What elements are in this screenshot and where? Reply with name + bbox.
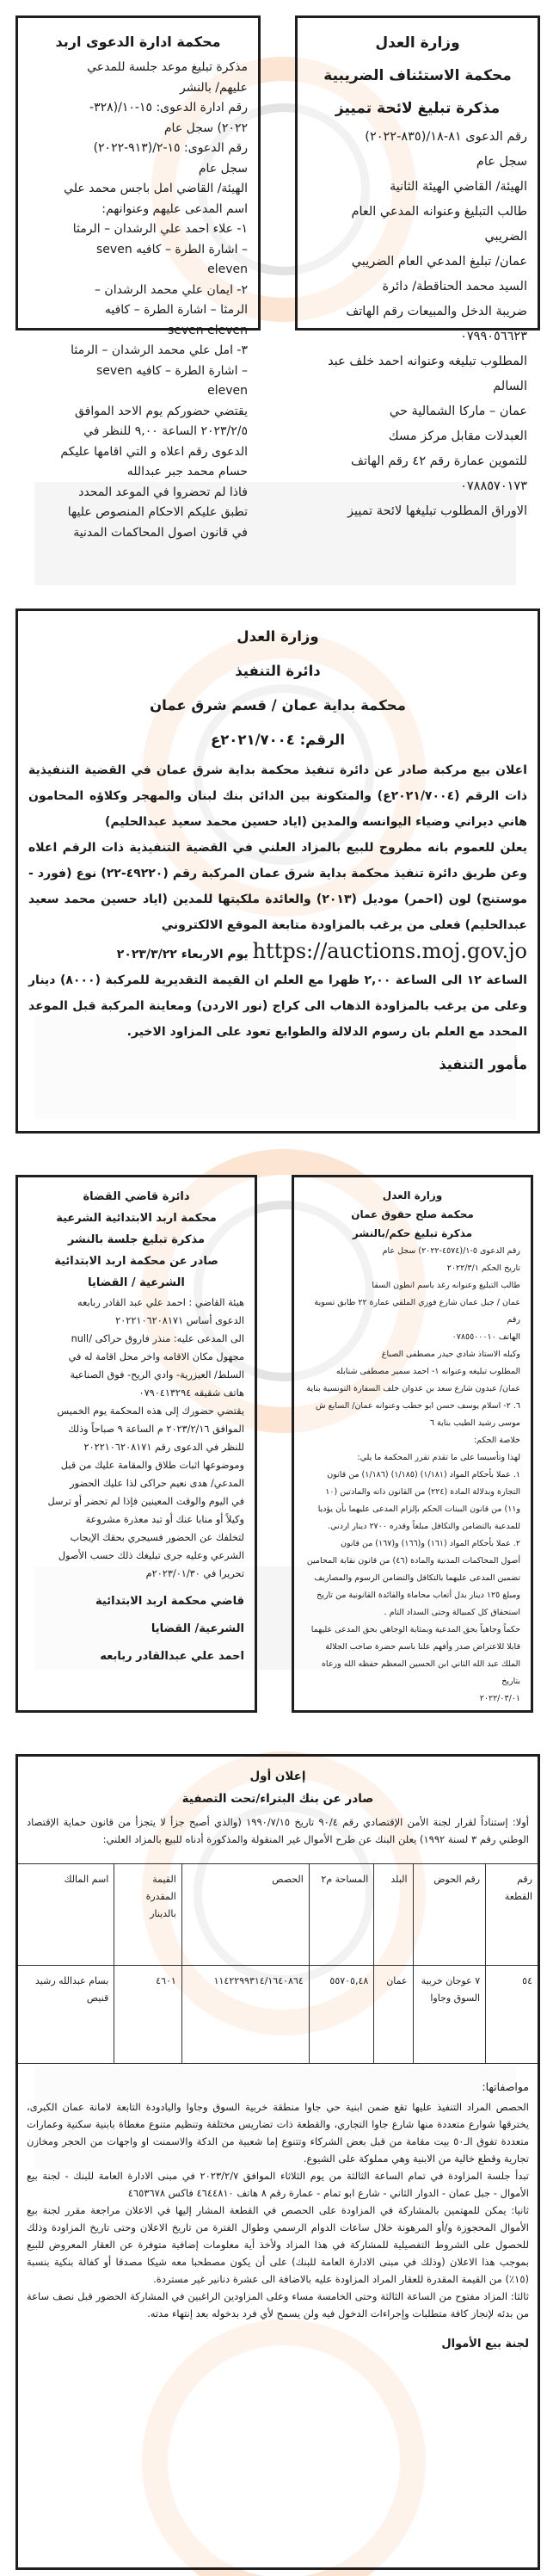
notice-body: [28, 1294, 244, 1583]
signature-line: الشرعية/ القضايا: [151, 1622, 244, 1635]
text-line: الهيئة/ القاضي الهيئة الثانية: [389, 180, 527, 194]
text-line: خلاصة الحكم:: [473, 1436, 520, 1445]
heading: محكمة اربد الابتدائية الشرعية: [56, 1212, 217, 1225]
text-line: ٢٠٢٢/٠٣/٠١: [479, 1694, 520, 1703]
text-line: موسى رشيد الطيب بناية ٦: [429, 1418, 520, 1428]
text-line: رقم الدعوى: ١٥-٢/(٩١٣-٢٠٢٢): [93, 141, 248, 155]
court-heading: محكمة صلح حقوق عمان: [351, 1208, 474, 1220]
text-line: عمان/ تبليغ المدعي العام الضريبي: [351, 255, 527, 269]
text-line: رقم الدعوى ٥-١/(٤٥٧٤-٢٠٢٢) سجل عام: [382, 1246, 520, 1256]
auction-url-link[interactable]: https://auctions.moj.gov.jo: [252, 939, 527, 963]
text-line: طالب التبليغ وعنوانه المدعي العام: [351, 205, 527, 219]
session-paragraph: تبدأ جلسة المزاودة في تمام الساعة الثالثة من يوم الثلاثاء الموافق ٢٠٢٣/٢/٧ في مبنى الادارة العامة للبنك - لجنة بيع الأموال - جبل عمان - الدوار الثاني - شارع ابو تمام - عمارة رقم ٨ هاتف ٤٦٤٤٨١٠ فاكس ٤٦٥٣٦٧٨: [27, 2170, 529, 2199]
text-line: الهيئة/ القاضي امل باجس محمد علي: [64, 182, 248, 195]
text-line: لهذا وتأسيسا على ما تقدم تقرر المحكمة ما يلي:: [357, 1453, 520, 1462]
text-line: السلط/ العيزرية- وادي الريح- فوق الصناعية: [70, 1369, 244, 1381]
text-line: تطبق عليكم الاحكام المنصوص عليها: [67, 505, 248, 519]
heading: دائرة قاضي القضاة: [83, 1190, 190, 1203]
text-line: للمدعية بالتضامن والتكافل مبلغاً وقدره ٢٧٠٠ دينار اردني.: [328, 1522, 520, 1531]
notice-subtitle: صادر عن بنك البتراء/تحت التصفية: [181, 1792, 374, 1806]
text-line: لتخلفك عن الحضور فسيجري بحقك الإيجاب: [70, 1532, 244, 1543]
text-line: هاتف شقيقه ٠٧٩٠٤١٣٢٩٤: [138, 1387, 244, 1399]
signature: لجنة بيع الأموال: [441, 2338, 529, 2351]
notice-body: [28, 58, 248, 543]
specs-paragraph: الحصص المراد التنفيذ عليها تقع ضمن ابنية حي جاوا منطقة خربية السوق وجاوا واليادودة التابعة لامانة عمان الكبرى، يخترقها شوارع متعددة منها شارع جاوا التجاري، والقطعة ذات تضاريس مختلفة وتنظيم متنوع مغطاة بابنية سكنية وعمارات متعددة تفوق الـ٥٠ بيت مقامة من قبل بعض الشركاء وتتنوع إما شعبية من الدكة والاسمنت او واجهات من الحجر ومخازن تجارية وقطع خالية من الابنية وهي مملوكة على الشيوع.: [27, 2101, 529, 2165]
notice-body: [304, 1243, 520, 1708]
notice-body: [308, 125, 527, 524]
text-line: ١- علاء احمد علي الرشدان – الرمثا: [72, 222, 248, 236]
column-header-estimated-value: القيمة المقدرة بالدينار: [114, 1864, 182, 1966]
court-heading: محكمة الاستئناف الضريبية: [323, 67, 512, 84]
text-line: السيد محمد الحناقطة/ دائرة: [382, 280, 527, 293]
text-line: الشرعي وعليه جرى تبليغك ذلك حسب الأصول: [58, 1550, 244, 1561]
intro-paragraph: أولا: إستناداً لقرار لجنة الأمن الإقتصادي رقم ٩٠/٤ تاريخ ١٩٩٠/٧/١٥ (والذي أصبح جزأ لا يتجزأ من قانون حماية الإقتصاد الوطني رقم ٣ لسنة ١٩٩٢) يعلن البنك عن طرح الأموال غير المنقولة والمذكورة أدناه للبيع بالمزاد العلني:: [27, 1816, 529, 1845]
column-header-owner-name: اسم المالك: [18, 1864, 114, 1966]
ministry-heading: وزارة العدل: [237, 628, 319, 645]
text-line: السالم: [493, 380, 527, 393]
text-line: عمان – ماركا الشمالية حي: [389, 405, 527, 418]
text-line: ٢. عملا بأحكام المواد (١٦١) و(١٦٦) و(١٦٧) من قانون: [340, 1539, 520, 1548]
phone-number: ٠٧٩٩٠٥٦٦٢٣: [460, 330, 527, 343]
text-line: ومبلغ ١٢٥ دينار بدل أتعاب محاماة والفائدة القانونية من تاريخ: [317, 1591, 520, 1600]
cell-area: ٥٥٧٠٥,٤٨: [309, 1966, 374, 2064]
auction-date: يوم الاربعاء ٢٠٢٣/٣/٢٢: [116, 948, 249, 961]
notice-tax-appeal-court: [295, 15, 540, 518]
cell-owner-name: بسام عبدالله رشيد قنيص: [18, 1966, 114, 2064]
text-line: المدعي/ هدى نعيم حراكى لذا عليك الحضور: [70, 1478, 244, 1489]
text-line: وكيله الاستاذ شادي حيدر مصطفى الصباغ: [381, 1350, 520, 1359]
text-line: تاريخ الحكم ٢٠٢٢/٣/١: [446, 1263, 520, 1273]
column-header-city: البلد: [374, 1864, 413, 1966]
phone-number: ٠٧٨٨٥٧٠١٧٣: [460, 479, 527, 493]
text-line: حسام محمد جبر عبدالله: [126, 465, 248, 479]
text-line: أصول المحاكمات المدنية والمادة (٤٦) من قانون نقابة المحامين: [306, 1556, 520, 1566]
text-line: الى المدعى عليه: منذر فاروق حراكى /null: [71, 1333, 244, 1344]
sale-details-paragraph: يعلن للعموم بانه مطروح للبيع بالمزاد العلني في القضية التنفيذية ذات الرقم اعلاه وعن طريق دائرة تنفيذ محكمة بداية شرق عمان المركبة رقم (٤٩٢٢٠-٢٢) نوع (فورد - موستنج) لون (احمر) موديل (٢٠١٣) والعائدة ملكيتها للمدين (اياد حسين محمد سعيد عبدالحليم) فعلى من يرغب بالمزاودة متابعة الموقع الالكتروني: [28, 841, 528, 932]
valuation-paragraph: الساعة ١٢ الى الساعة ٢,٠٠ ظهرا مع العلم ان القيمة التقديرية للمركبة (٨٠٠٠) دينار وعلى من يرغب بالمزاودة الذهاب الى كراج (نور الاردن) ومعاينة المركبة قبل الموعد المحدد مع العلم بان رسوم الدلالة والطوابع تعود على المزاود الاخير.: [28, 973, 527, 1039]
text-line: مجهول مكان الاقامه واخر محل اقامة له في: [68, 1351, 244, 1362]
text-line: عمان/ عبدون شارع سعد بن عدوان خلف السفارة التونسية بناية: [306, 1384, 520, 1393]
text-line: الضريبي: [484, 230, 527, 244]
text-line: الرمثا – اشارة الطرة – كافيه: [104, 303, 248, 317]
text-line: ٢٠٢٣/٢/٥ الساعة ٩,٠٠ للنظر في: [83, 424, 248, 438]
notice-irbid-sharia-court: [15, 1175, 257, 1713]
text-line: ١. عملا بأحكام المواد (١/١٨١) (١/١٨٥) (١/١٨٦) من قانون: [327, 1470, 520, 1480]
property-table: [18, 1863, 538, 2064]
announcement-paragraph: اعلان بيع مركبة صادر عن دائرة تنفيذ محكمة بداية شرق عمان في القضية التنفيذية ذات الرقم (٢٠٢١/٧٠٠٤ع) والمتكونة بين الدائن بنك لبنان والمهجر وكلاؤه المحامون هاني ديراني وضياء اليوانسه والمدين (اياد حسين محمد سعيد عبدالحليم): [28, 763, 528, 829]
text-line: استحقاق كل كمبيالة وحتى السداد التام .: [384, 1608, 520, 1617]
text-line: عمان / جبل عمان شارع فوزي الملقي عمارة ٢٢ طابق تسوية رقم: [314, 1298, 520, 1325]
text-line: وكيلاً أو منابا عنك أو تبد معذرة مشروعة: [85, 1514, 244, 1525]
court-heading: محكمة ادارة الدعوى اربد: [55, 34, 221, 50]
text-line: – اشارة الطرة – كافيه seven: [96, 242, 248, 256]
text-line: eleven: [207, 263, 248, 276]
column-header-basin-number: رقم الحوض: [413, 1864, 486, 1966]
text-line: رقم الدعوى ٨١-١٨/(٨٣٥-٢٠٢٢): [365, 130, 527, 144]
text-line: التجارة وبدلالة المادة (٢٢٤) من القانون ذاته والمادتين (١٠: [325, 1487, 520, 1497]
text-line: طالب التبليغ وعنوانه رغد باسم انطون السقا: [372, 1281, 520, 1290]
column-header-area: المساحة م٢: [309, 1864, 374, 1966]
cell-shares: ١١٤٢٢٩٩٣١٤/١٦٤٠٨٦٤: [181, 1966, 309, 2064]
auction-date-line: [28, 938, 527, 967]
heading: مذكرة تبليغ جلسة بالنشر: [67, 1233, 206, 1246]
text-line: seven eleven: [167, 323, 248, 337]
text-line: وموضوعها اثبات طلاق والمقامة عليك من قبل: [60, 1460, 244, 1471]
cell-estimated-value: ٤٦٠١: [114, 1966, 182, 2064]
text-line: سجل عام: [198, 161, 248, 176]
text-line: تضمين المدعى عليهما بالتكافل والتضامن الرسوم والمصاريف: [314, 1573, 520, 1583]
specs-label: مواصفاتها:: [482, 2080, 529, 2093]
text-line: ٢- ايمان علي محمد الرشدان –: [94, 282, 248, 297]
third-clause-paragraph: ثالثا: المزاد مفتوح من الساعة الثالثة وحتى الخامسة مساء وعلى المزاودين الراغبين في المشاركة الحضور قبل نصف ساعة من بدئه لإنجاز كافة متطلبات وإجراءات الدخول فيه ولن يسمح لأي فرد بدخوله بعد إنتهاء مدته.: [27, 2290, 529, 2320]
text-line: الاوراق المطلوب تبليغها لائحة تمييز: [347, 504, 527, 518]
table-row: [18, 1966, 538, 2064]
text-line: حكماً وجاهياً بحق المدعية وبمثابة الوجاهي بحق المدعى عليهما: [310, 1625, 520, 1634]
text-line: الدعوى أساس ٢٠٢٢١٠٦٢٠٨١٧١: [115, 1315, 244, 1326]
column-header-shares: الحصص: [181, 1864, 309, 1966]
text-line: للنظر في الدعوى رقم ٢٠٢٢١٠٦٢٠٨١٧١: [83, 1442, 244, 1453]
notice-title: مذكرة تبليغ لائحة تمييز: [335, 100, 501, 117]
notice-title: إعلان أول: [249, 1770, 306, 1783]
signature-block: [28, 1588, 244, 1671]
cell-city: عمان: [374, 1966, 413, 2064]
text-line: في اليوم والوقت المعينين فإذا لم تحضر أو ترسل: [47, 1496, 244, 1507]
reference-number: الرقم: ٢٠٢١/٧٠٠٤ع: [210, 732, 346, 748]
signature-line: قاضي محكمة اربد الابتدائية: [95, 1595, 244, 1608]
text-line: يقتضي حضورك إلى هذه المحكمة يوم الخميس: [57, 1405, 244, 1417]
text-line: في قانون اصول المحاكمات المدنية: [73, 525, 248, 540]
text-line: سجل عام: [476, 155, 527, 169]
notice-amman-magistrate-court: [292, 1175, 533, 1713]
heading: صادر عن محكمة اربد الابتدائية: [54, 1255, 218, 1268]
text-line: يقتضي حضوركم يوم الاحد الموافق: [75, 404, 248, 418]
text-line: اسم المدعى عليهم وعنوانهم:: [101, 201, 248, 216]
notice-execution-vehicle-sale: [15, 608, 540, 1134]
text-line: عليهم/ بالنشر: [179, 80, 248, 95]
text-line: eleven: [207, 384, 248, 398]
cell-plot-number: ٥٤: [486, 1966, 538, 2064]
text-line: فاذا لم تحضروا في الموعد المحدد: [78, 485, 248, 499]
text-line: المطلوب تبليغه وعنوانه ١- احمد سمير مصطفى شنابله: [335, 1367, 520, 1376]
court-heading: محكمة بداية عمان / قسم شرق عمان: [150, 697, 406, 713]
text-line: الهاتف ٠٧٨٥٥٠٠٠١٠: [452, 1332, 520, 1342]
text-line: ضريبة الدخل والمبيعات رقم الهاتف: [346, 305, 527, 318]
notice-title: مذكرة تبليغ حكم/بالنشر: [352, 1227, 473, 1239]
text-line: – اشارة الطرة – كافيه seven: [96, 363, 248, 378]
text-line: العبدلات مقابل مركز مسك: [388, 429, 527, 443]
text-line: مذكرة تبليغ موعد جلسة للمدعي: [87, 60, 248, 74]
description-section: [18, 2064, 538, 2353]
table-header-row: [18, 1864, 538, 1966]
signature: مأمور التنفيذ: [439, 1056, 527, 1072]
department-heading: دائرة التنفيذ: [235, 663, 321, 679]
text-line: المطلوب تبليغه وعنوانه احمد خلف عبد: [328, 355, 527, 368]
text-line: ٢٠٢٢) سجل عام: [163, 120, 248, 135]
text-line: الدعوى رقم اعلاه و التي اقامها عليكم: [60, 444, 248, 459]
notice-irbid-case-management: [15, 15, 261, 540]
notice-petra-bank-auction: [15, 1754, 540, 2570]
text-line: للتموين عمارة رقم ٤٢ رقم الهاتف: [351, 454, 527, 468]
text-line: قابلا للاعتراض صدر وأفهم علنا باسم حضرة صاحب الجلالة: [325, 1642, 520, 1652]
text-line: و١١) من قانون البينات الحكم بإلزام المدعى عليهما بأن يؤديا: [317, 1504, 520, 1514]
signature-line: احمد علي عبدالقادر ربابعه: [100, 1650, 244, 1663]
text-line: الموافق ٢٠٢٣/٢/١٦ م الساعة ٩ صباحاً وذلك: [68, 1424, 244, 1435]
text-line: ٣- امل علي محمد الرشدان – الرمثا: [71, 343, 248, 357]
heading: الشرعية / القضايا: [88, 1276, 185, 1289]
second-clause-paragraph: ثانيا: يمكن للمهتمين بالمشاركة في المزاودة على الحصص في القطعة المشار إليها في الاعلان مراجعة مقرر لجنة بيع الأموال المحجوزة و/أو المرهونة خلال ساعات الدوام الرسمي وطوال الفترة من تاريخ الاعلان وحتى تاريخ المزاودة وذلك للحصول على الشروط التفصيلية للمشاركة في هذا المزاد ولأخذ أية معلومات إضافية متوفرة عن العقار المعروض للبيع بموجب هذا الاعلان (وذلك في مبنى الادارة العامة للبنك) على أن يكون مصطحبا معه شيكا مصدقا أو كفالة بنكية بنسبة (١٥٪) من القيمة المقدرة للعقار المراد المزاودة عليه بالاضافة الى عشرة دنانير غير مستردة.: [27, 2204, 529, 2285]
text-line: ٦. ٢- اسلام يوسف حسن ابو حطب وعنوانه عمان/ السابع ش: [316, 1401, 520, 1411]
text-line: رقم ادارة الدعوى: ١٥-١٠/(٣٢٨-: [89, 101, 248, 114]
text-line: الملك عبد الله الثاني ابن الحسين المعظم حفظه الله ورعاه بتاريخ: [321, 1659, 520, 1686]
text-line: هيئة القاضي : احمد علي عبد القادر ربابعه: [77, 1297, 244, 1308]
text-line: تحريرا في ٢٠٢٣/٠١/٣٠م: [145, 1568, 244, 1579]
cell-basin-number: ٧ عوجان خربية السوق وجاوا: [413, 1966, 486, 2064]
column-header-plot-number: رقم القطعة: [486, 1864, 538, 1966]
ministry-heading: وزارة العدل: [382, 1189, 443, 1202]
ministry-heading: وزارة العدل: [375, 34, 460, 52]
